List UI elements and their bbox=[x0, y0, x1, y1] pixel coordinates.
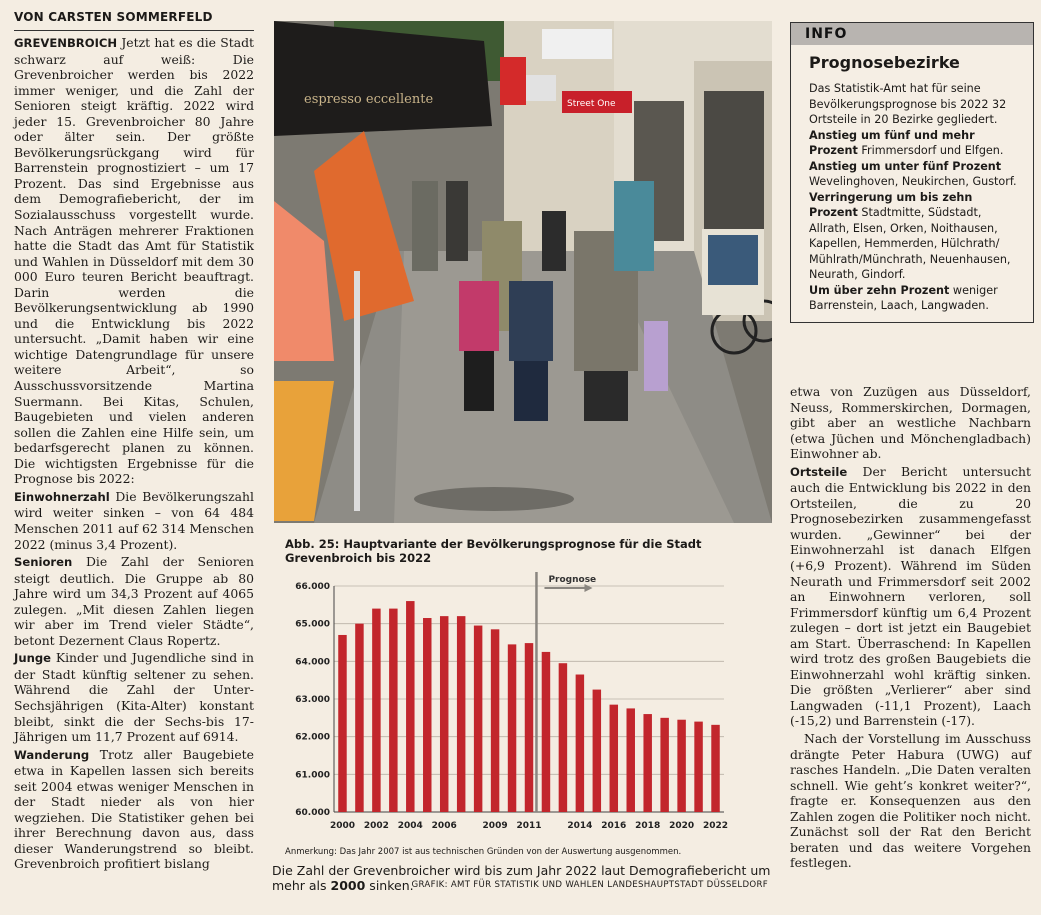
article-paragraph bbox=[14, 35, 254, 487]
paragraph-runin-heading: Senioren bbox=[14, 555, 73, 570]
byline: VON CARSTEN SOMMERFELD bbox=[14, 10, 254, 31]
info-group-label: Anstieg um unter fünf Prozent bbox=[809, 159, 1002, 173]
chart-bar bbox=[491, 629, 499, 812]
chart-bar bbox=[643, 714, 651, 812]
x-tick-label: 2009 bbox=[482, 821, 508, 831]
y-tick-label: 62.000 bbox=[295, 732, 330, 743]
y-tick-label: 64.000 bbox=[295, 657, 330, 668]
article-paragraph bbox=[790, 384, 1031, 462]
y-tick-label: 65.000 bbox=[295, 619, 330, 630]
x-tick-label: 2020 bbox=[669, 821, 695, 831]
chart-bar bbox=[627, 708, 635, 812]
paragraph-runin-heading: Ortsteile bbox=[790, 464, 848, 479]
prognosis-label: Prognose bbox=[548, 575, 597, 585]
paragraph-text: etwa von Zuzügen aus Düsseldorf, Neuss, Rommerskirchen, Dormagen, gibt aber an westliche Nachbarn (etwa Jüchen und Mönchengladbach) Einwohner ab. bbox=[790, 384, 1031, 462]
chart-bar bbox=[389, 609, 397, 812]
y-tick-label: 60.000 bbox=[295, 808, 330, 818]
info-group-text: Frimmersdorf und Elfgen. bbox=[857, 144, 1004, 157]
paragraph-text: Trotz aller Baugebiete etwa in Kapellen lassen sich bereits seit 2004 etwas weniger Menschen in der Stadt nieder als von hier wegziehen. Die Statistiker gehen bei ihrer Berechnung davon aus, dass dieser Wanderungstrend so bleibt. Grevenbroich profitiert bislang bbox=[14, 746, 254, 872]
paragraph-runin-heading: Wanderung bbox=[14, 747, 90, 762]
info-group-label: Verringerung um bis zehn Prozent bbox=[809, 190, 973, 219]
street-scene-image bbox=[274, 21, 772, 523]
chart-credit: GRAFIK: AMT FÜR STATISTIK UND WAHLEN LANDESHAUPTSTADT DÜSSELDORF bbox=[411, 880, 768, 890]
chart-bar bbox=[474, 626, 482, 812]
chart-bar bbox=[576, 675, 584, 812]
right-column bbox=[790, 22, 1034, 871]
caption-text-a: Die Zahl der Grevenbroicher wird bis zum Jahr 2022 laut Demografiebericht um mehr als bbox=[272, 863, 771, 893]
info-group-label: Um über zehn Prozent bbox=[809, 283, 950, 297]
info-group bbox=[809, 283, 1023, 314]
left-column bbox=[14, 10, 254, 872]
paragraph-text: Kinder und Jugendliche sind in der Stadt künftig seltener zu sehen. Während die Zahl der Unter-Sechsjährigen (Kita-Alter) konstant bleibt, sinkt die der Sechs-bis 17-Jährigen um 11,7 Prozent auf 6914. bbox=[14, 650, 254, 745]
x-tick-label: 2014 bbox=[567, 821, 593, 831]
x-tick-label: 2011 bbox=[516, 821, 542, 831]
info-group bbox=[809, 128, 1023, 159]
chart-bar bbox=[508, 644, 516, 812]
paragraph-text: Die Zahl der Senioren steigt deutlich. Die Gruppe ab 80 Jahre wird um 34,3 Prozent auf 4065 zulegen. „Mit diesen Zahlen liegen wir aber im Trend vieler Städte“, betont Dezernent Claus Ropertz. bbox=[14, 554, 254, 648]
x-tick-label: 2002 bbox=[363, 821, 389, 831]
paragraph-runin-heading: Einwohnerzahl bbox=[14, 489, 110, 504]
bar-chart bbox=[274, 528, 772, 848]
espresso-sign: espresso eccellente bbox=[304, 92, 434, 107]
article-paragraph bbox=[14, 650, 254, 744]
x-tick-label: 2018 bbox=[635, 821, 661, 831]
info-body bbox=[791, 45, 1033, 322]
chart-bar bbox=[525, 643, 533, 812]
paragraph-runin-heading: GREVENBROICH bbox=[14, 36, 118, 50]
article-paragraph bbox=[14, 747, 254, 872]
x-tick-label: 2016 bbox=[601, 821, 627, 831]
chart-bar bbox=[677, 720, 685, 812]
chart-bar bbox=[660, 718, 668, 812]
info-group-label: Anstieg um fünf und mehr Prozent bbox=[809, 128, 975, 157]
chart-bar bbox=[559, 663, 567, 812]
chart-bar bbox=[711, 725, 719, 812]
chart-bar bbox=[406, 601, 414, 812]
article-text-right bbox=[790, 384, 1031, 871]
info-group bbox=[809, 190, 1023, 283]
chart-bar bbox=[355, 624, 363, 812]
article-paragraph bbox=[790, 464, 1031, 729]
x-tick-label: 2022 bbox=[702, 821, 729, 831]
street-photo bbox=[274, 21, 772, 523]
paragraph-text: Die Bevölkerungszahl wird weiter sinken – von 64 484 Menschen 2011 auf 62 314 Menschen 2022 (minus 3,4 Prozent). bbox=[14, 488, 254, 552]
caption-bold: 2000 bbox=[330, 878, 366, 893]
y-tick-label: 63.000 bbox=[295, 695, 330, 705]
info-intro: Das Statistik-Amt hat für seine Bevölkerungsprognose bis 2022 32 Ortsteile in 20 Bezirke gegliedert. bbox=[809, 82, 1007, 126]
paragraph-runin-heading: Junge bbox=[14, 651, 51, 666]
chart-bar bbox=[610, 705, 618, 812]
info-header: INFO bbox=[791, 23, 1033, 45]
chart-bar bbox=[593, 690, 601, 812]
prognosis-arrow-head bbox=[584, 584, 592, 592]
article-text-left bbox=[14, 35, 254, 872]
info-group-text: Stadtmitte, Südstadt, Allrath, Elsen, Orken, Noithausen, Kapellen, Hemmerden, Hülchrath/ Mühlrath/Münchrath, Neuenhausen, Neurath, Gindorf. bbox=[809, 206, 1011, 281]
y-tick-label: 61.000 bbox=[295, 770, 330, 781]
population-chart bbox=[274, 528, 772, 910]
chart-bar bbox=[457, 616, 465, 812]
y-tick-label: 66.000 bbox=[295, 582, 330, 592]
article-paragraph bbox=[14, 489, 254, 552]
street-one-sign: Street One bbox=[567, 99, 616, 109]
chart-bar bbox=[542, 652, 550, 812]
paragraph-text: Jetzt hat es die Stadt schwarz auf weiß: Die Grevenbroicher werden bis 2022 immer weniger, und die Zahl der Senioren steigt kräftig. 2022 wird jeder 15. Grevenbroicher 80 Jahre oder älter sein. Der größte Bevölkerungsrückgang wird für Barrenstein prognostiziert – um 17 Prozent. Das sind Ergebnisse aus dem Demografiebericht, der im Sozialausschuss vorgestellt wurde. Nach Anträgen mehrerer Fraktionen hatte die Stadt das Amt für Statistik und Wahlen in Düsseldorf mit dem 30 000 Euro teuren Bericht beauftragt. Darin werden die Bevölkerungsentwicklung ab 1990 und die Entwicklung bis 2022 untersucht. „Damit haben wir eine wichtige Datengrundlage für unsere weitere Arbeit“, so Ausschussvorsitzende Martina Suermann. Bei Kitas, Schulen, Baugebieten und vielen anderen sollen die Zahlen eine Hilfe sein, um bedarfsgerecht planen zu können. Die wichtigsten Ergebnisse für die Prognose bis 2022: bbox=[14, 35, 254, 487]
info-box bbox=[790, 22, 1034, 323]
x-tick-label: 2004 bbox=[397, 821, 423, 831]
x-tick-label: 2000 bbox=[329, 821, 356, 831]
chart-title: Abb. 25: Hauptvariante der Bevölkerungsprognose für die Stadt Grevenbroich bis 2022 bbox=[285, 537, 702, 565]
paragraph-text: Nach der Vorstellung im Ausschuss drängte Peter Habura (UWG) auf rasches Handeln. „Die Daten veralten schnell. Wie geht’s konkret weiter?“, fragte er. Konsequenzen aus den Zahlen zogen die Politiker noch nicht. Zunächst soll der Rat den Bericht beraten und das weitere Vorgehen festlegen. bbox=[790, 731, 1031, 871]
info-group-text: weniger Barrenstein, Laach, Langwaden. bbox=[809, 283, 998, 312]
info-group-text: Wevelinghoven, Neukirchen, Gustorf. bbox=[809, 175, 1017, 188]
chart-bar bbox=[423, 618, 431, 812]
chart-bar bbox=[338, 635, 346, 812]
article-paragraph bbox=[14, 554, 254, 648]
info-title: Prognosebezirke bbox=[809, 53, 960, 72]
chart-bar bbox=[440, 616, 448, 812]
chart-note: Anmerkung: Das Jahr 2007 ist aus technischen Gründen von der Auswertung ausgenommen. bbox=[285, 847, 682, 857]
paragraph-text: Der Bericht untersucht auch die Entwicklung bis 2022 in den Ortsteilen, die zu 20 Prognosebezirken zusammengefasst wurden. „Gewinner“ bei der Einwohnerzahl ist danach Elfgen (+6,9 Prozent). Während im Süden Neurath und Frimmersdorf seit 2002 an Einwohnern verloren, soll Frimmersdorf künftig um 6,4 Prozent zulegen – dort ist jetzt ein Baugebiet am Start. Überraschend: In Kapellen wird trotz des großen Baugebiets die Einwohnerzahl wohl kräftig sinken. Die größten „Verlierer“ aber sind Langwaden (-11,1 Prozent), Laach (-15,2) und Barrenstein (-17). bbox=[790, 463, 1031, 729]
caption-text-b: sinken. bbox=[365, 878, 414, 893]
x-tick-label: 2006 bbox=[431, 821, 457, 831]
info-group bbox=[809, 159, 1023, 190]
info-groups bbox=[809, 128, 1023, 314]
chart-bar bbox=[372, 609, 380, 812]
chart-bar bbox=[694, 722, 702, 812]
article-paragraph bbox=[790, 731, 1031, 871]
